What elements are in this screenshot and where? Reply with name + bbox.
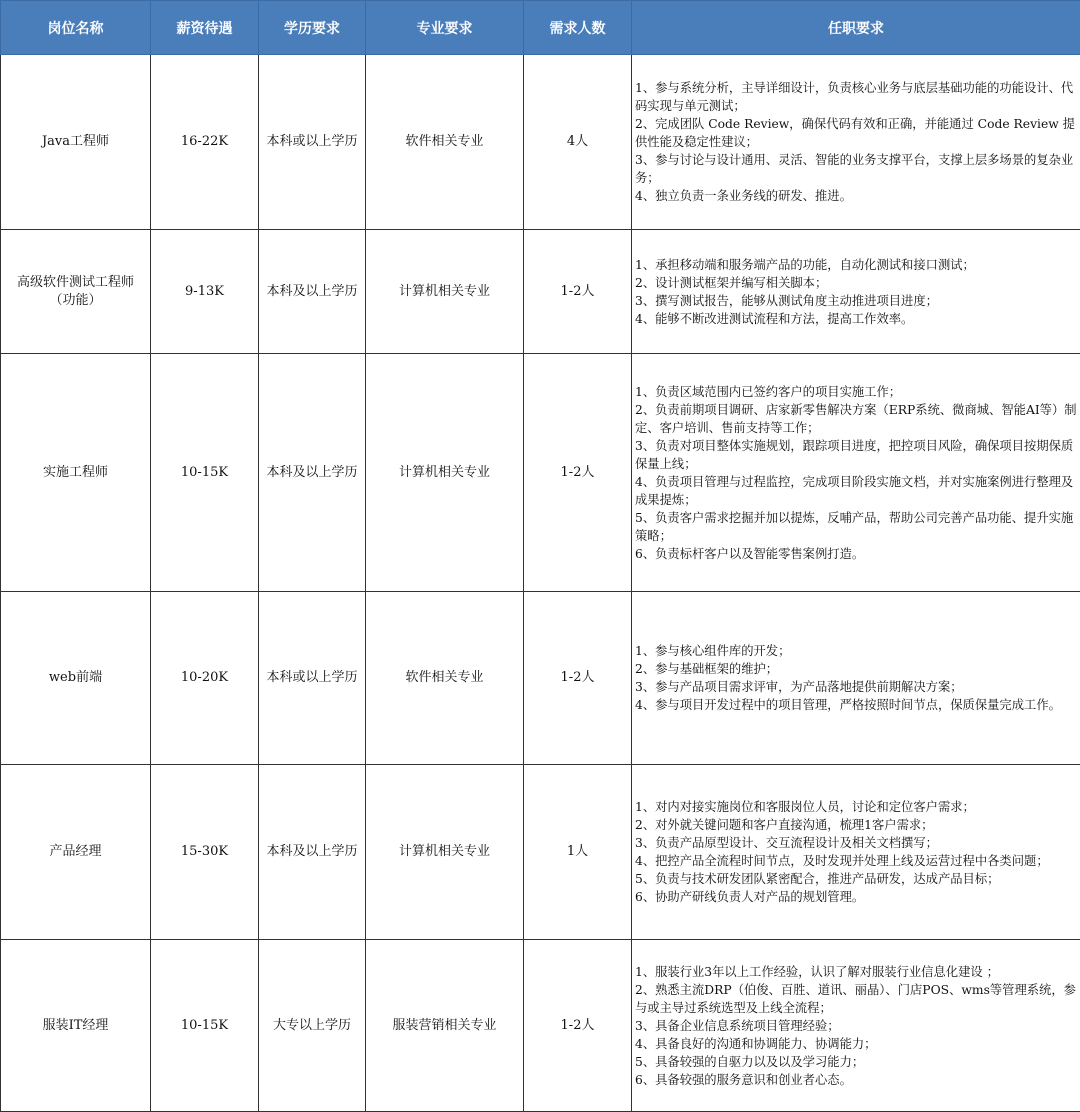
job-requirements [632,230,1080,354]
job-headcount: 1-2人 [524,940,632,1112]
job-headcount: 1-2人 [524,230,632,354]
job-title: 产品经理 [1,765,151,940]
requirement-item: 3、负责产品原型设计、交互流程设计及相关文档撰写； [635,834,1077,852]
requirement-item: 2、对外就关键问题和客户直接沟通，梳理1客户需求； [635,816,1077,834]
requirement-item: 4、参与项目开发过程中的项目管理，严格按照时间节点，保质保量完成工作。 [635,696,1077,714]
requirement-item: 5、具备较强的自驱力以及以及学习能力； [635,1053,1077,1071]
job-title: 高级软件测试工程师（功能） [1,230,151,354]
job-salary: 9-13K [151,230,259,354]
requirement-item: 3、撰写测试报告，能够从测试角度主动推进项目进度； [635,292,1077,310]
requirement-item: 1、对内对接实施岗位和客服岗位人员，讨论和定位客户需求； [635,798,1077,816]
requirement-item: 4、具备良好的沟通和协调能力、协调能力； [635,1035,1077,1053]
header-title: 岗位名称 [1,1,151,55]
requirement-item: 2、参与基础框架的维护； [635,660,1077,678]
job-title: web前端 [1,592,151,765]
requirement-item: 3、参与产品项目需求评审，为产品落地提供前期解决方案； [635,678,1077,696]
requirement-item: 4、能够不断改进测试流程和方法，提高工作效率。 [635,310,1077,328]
requirement-item: 1、参与系统分析，主导详细设计，负责核心业务与底层基础功能的功能设计、代码实现与单元测试； [635,79,1077,115]
header-education: 学历要求 [259,1,366,55]
requirement-item: 2、完成团队 Code Review，确保代码有效和正确，并能通过 Code Review 提供性能及稳定性建议； [635,115,1077,151]
job-salary: 10-20K [151,592,259,765]
requirement-item: 4、负责项目管理与过程监控，完成项目阶段实施文档，并对实施案例进行整理及成果提炼； [635,473,1077,509]
requirement-item: 2、设计测试框架并编写相关脚本； [635,274,1077,292]
table-row [1,940,1080,1112]
requirement-item: 3、负责对项目整体实施规划，跟踪项目进度，把控项目风险，确保项目按期保质保量上线； [635,437,1077,473]
job-headcount: 1-2人 [524,354,632,592]
header-major: 专业要求 [366,1,524,55]
requirement-item: 6、负责标杆客户以及智能零售案例打造。 [635,545,1077,563]
job-major: 计算机相关专业 [366,354,524,592]
requirement-item: 5、负责与技术研发团队紧密配合，推进产品研发，达成产品目标； [635,870,1077,888]
job-salary: 10-15K [151,354,259,592]
requirement-item: 4、独立负责一条业务线的研发、推进。 [635,187,1077,205]
job-major: 服装营销相关专业 [366,940,524,1112]
job-headcount: 1-2人 [524,592,632,765]
job-title: 服装IT经理 [1,940,151,1112]
job-major: 计算机相关专业 [366,765,524,940]
job-education: 本科及以上学历 [259,230,366,354]
job-salary: 10-15K [151,940,259,1112]
job-major: 软件相关专业 [366,592,524,765]
job-salary: 16-22K [151,55,259,230]
requirement-item: 1、负责区域范围内已签约客户的项目实施工作； [635,383,1077,401]
requirement-item: 1、服装行业3年以上工作经验，认识了解对服装行业信息化建设 ； [635,963,1077,981]
table-row [1,230,1080,354]
table-row [1,55,1080,230]
requirement-item: 1、承担移动端和服务端产品的功能，自动化测试和接口测试； [635,256,1077,274]
job-headcount: 4人 [524,55,632,230]
requirement-item: 3、参与讨论与设计通用、灵活、智能的业务支撑平台，支撑上层多场景的复杂业务； [635,151,1077,187]
requirement-item: 1、参与核心组件库的开发； [635,642,1077,660]
requirement-item: 4、把控产品全流程时间节点，及时发现并处理上线及运营过程中各类问题； [635,852,1077,870]
job-requirements [632,765,1080,940]
requirement-item: 6、协助产研线负责人对产品的规划管理。 [635,888,1077,906]
job-major: 软件相关专业 [366,55,524,230]
header-requirements: 任职要求 [632,1,1080,55]
table-row [1,354,1080,592]
table-row [1,592,1080,765]
job-title: Java工程师 [1,55,151,230]
job-major: 计算机相关专业 [366,230,524,354]
requirement-item: 2、熟悉主流DRP（伯俊、百胜、道讯、丽晶）、门店POS、wms等管理系统，参与或主导过系统选型及上线全流程； [635,981,1077,1017]
job-requirements [632,354,1080,592]
job-requirements [632,55,1080,230]
job-education: 本科或以上学历 [259,55,366,230]
job-salary: 15-30K [151,765,259,940]
job-education: 本科及以上学历 [259,765,366,940]
requirement-item: 3、具备企业信息系统项目管理经验； [635,1017,1077,1035]
job-education: 大专以上学历 [259,940,366,1112]
requirement-item: 2、负责前期项目调研、店家新零售解决方案（ERP系统、微商城、智能AI等）制定、客户培训、售前支持等工作； [635,401,1077,437]
job-education: 本科或以上学历 [259,592,366,765]
header-row [1,1,1080,55]
requirement-item: 6、具备较强的服务意识和创业者心态。 [635,1071,1077,1089]
requirement-item: 5、负责客户需求挖掘并加以提炼，反哺产品，帮助公司完善产品功能、提升实施策略； [635,509,1077,545]
job-headcount: 1人 [524,765,632,940]
job-title: 实施工程师 [1,354,151,592]
header-headcount: 需求人数 [524,1,632,55]
job-requirements [632,940,1080,1112]
table-row [1,765,1080,940]
job-education: 本科及以上学历 [259,354,366,592]
job-requirements [632,592,1080,765]
header-salary: 薪资待遇 [151,1,259,55]
